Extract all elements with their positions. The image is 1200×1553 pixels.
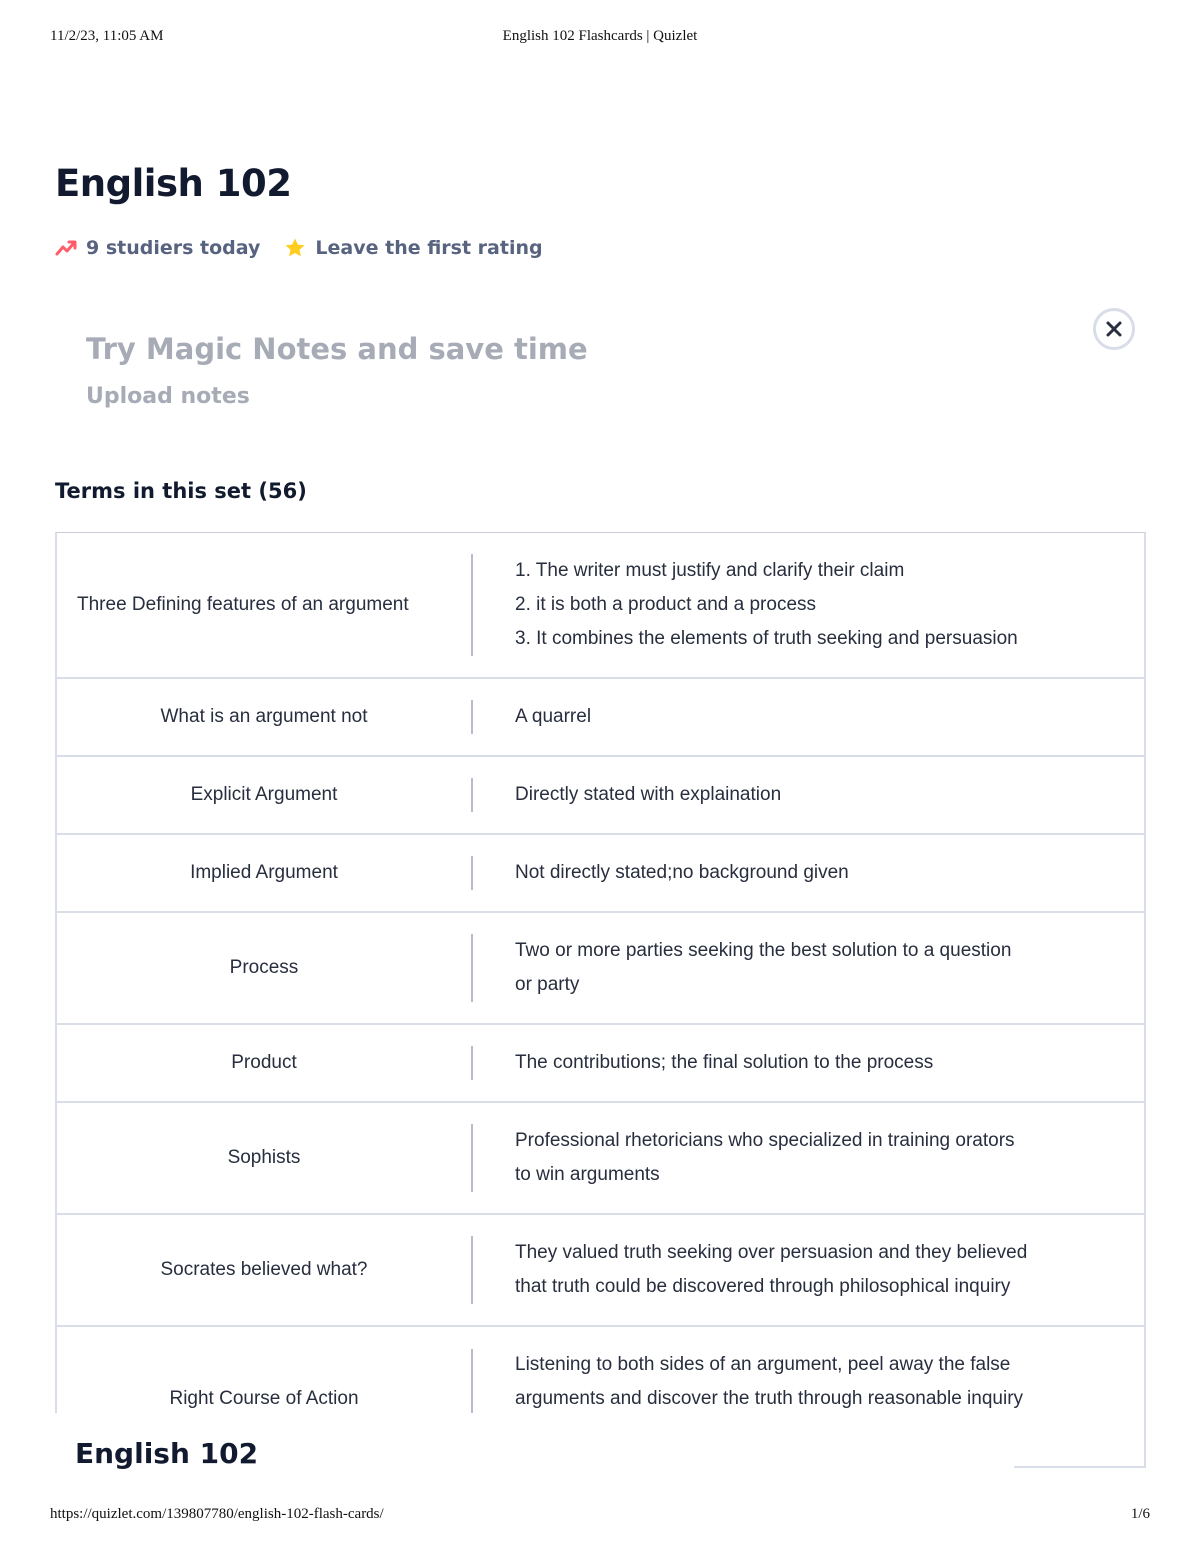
term-definition (473, 778, 1144, 812)
term-word: Product (231, 1052, 297, 1073)
definition-line: Not directly stated;no background given (515, 862, 849, 883)
definition-line: 3. It combines the elements of truth seeking and persuasion (515, 628, 1018, 649)
term-word: Right Course of Action (169, 1388, 359, 1409)
trending-up-icon (55, 237, 77, 259)
term-word: Implied Argument (190, 862, 338, 883)
print-url: https://quizlet.com/139807780/english-102-flash-cards/ (50, 1506, 384, 1522)
close-icon (1105, 320, 1123, 338)
term-definition (473, 554, 1144, 656)
studiers-label: 9 studiers today (86, 237, 261, 259)
term-row (55, 1101, 1146, 1213)
definition-line: that truth could be discovered through philosophical inquiry (515, 1276, 1011, 1297)
definition-line: Professional rhetoricians who specialized in training orators (515, 1130, 1015, 1151)
sticky-title-bar (55, 1413, 1146, 1468)
sticky-set-title: English 102 (75, 1437, 259, 1470)
term-definition (473, 1348, 1144, 1413)
definition-line: Two or more parties seeking the best solution to a question (515, 940, 1012, 961)
term-row (55, 833, 1146, 911)
definition-line: or party (515, 974, 580, 995)
definition-line: They valued truth seeking over persuasion and they believed (515, 1242, 1028, 1263)
term-word: Three Defining features of an argument (77, 594, 409, 615)
definition-line: arguments and discover the truth through reasonable inquiry (515, 1388, 1024, 1409)
definition-line: 2. it is both a product and a process (515, 594, 817, 615)
term-word: Explicit Argument (190, 784, 338, 805)
terms-list (55, 532, 1146, 1413)
term-word: What is an argument not (160, 706, 368, 727)
term-definition (473, 1046, 1144, 1080)
upload-notes-link[interactable]: Upload notes (86, 384, 250, 409)
definition-line: A quarrel (515, 706, 592, 727)
term-word: Sophists (227, 1147, 301, 1168)
term-definition (473, 934, 1144, 1002)
term-row (55, 1325, 1146, 1413)
studiers-count (55, 237, 260, 259)
promo-title: Try Magic Notes and save time (86, 332, 588, 366)
term-definition (473, 856, 1144, 890)
close-promo-button[interactable] (1093, 308, 1135, 350)
definition-line: Listening to both sides of an argument, peel away the false (515, 1354, 1011, 1375)
print-page-title: English 102 Flashcards | Quizlet (502, 28, 698, 44)
definition-line: 1. The writer must justify and clarify their claim (515, 560, 905, 581)
print-page-number: 1/6 (1130, 1506, 1150, 1522)
term-definition (473, 700, 1144, 734)
term-row (55, 1023, 1146, 1101)
term-definition (473, 1124, 1144, 1192)
set-title: English 102 (55, 162, 292, 205)
term-row (55, 755, 1146, 833)
definition-line: to win arguments (515, 1164, 660, 1185)
rating-link[interactable] (284, 237, 542, 259)
print-footer (0, 1506, 1200, 1526)
term-word: Socrates believed what? (160, 1259, 368, 1280)
definition-line: Directly stated with explaination (515, 784, 782, 805)
set-meta (55, 234, 543, 262)
star-icon (284, 237, 306, 259)
print-header (0, 28, 1200, 48)
rating-label[interactable]: Leave the first rating (315, 237, 543, 259)
term-row (55, 911, 1146, 1023)
term-definition (473, 1236, 1144, 1304)
term-row (55, 1213, 1146, 1325)
term-row (55, 677, 1146, 755)
divider (1014, 1466, 1144, 1468)
print-datetime: 11/2/23, 11:05 AM (50, 28, 164, 44)
terms-heading: Terms in this set (56) (55, 479, 307, 503)
definition-line: The contributions; the final solution to the process (515, 1052, 934, 1073)
term-word: Process (229, 957, 299, 978)
magic-notes-promo (86, 332, 1146, 432)
term-row (55, 532, 1146, 677)
